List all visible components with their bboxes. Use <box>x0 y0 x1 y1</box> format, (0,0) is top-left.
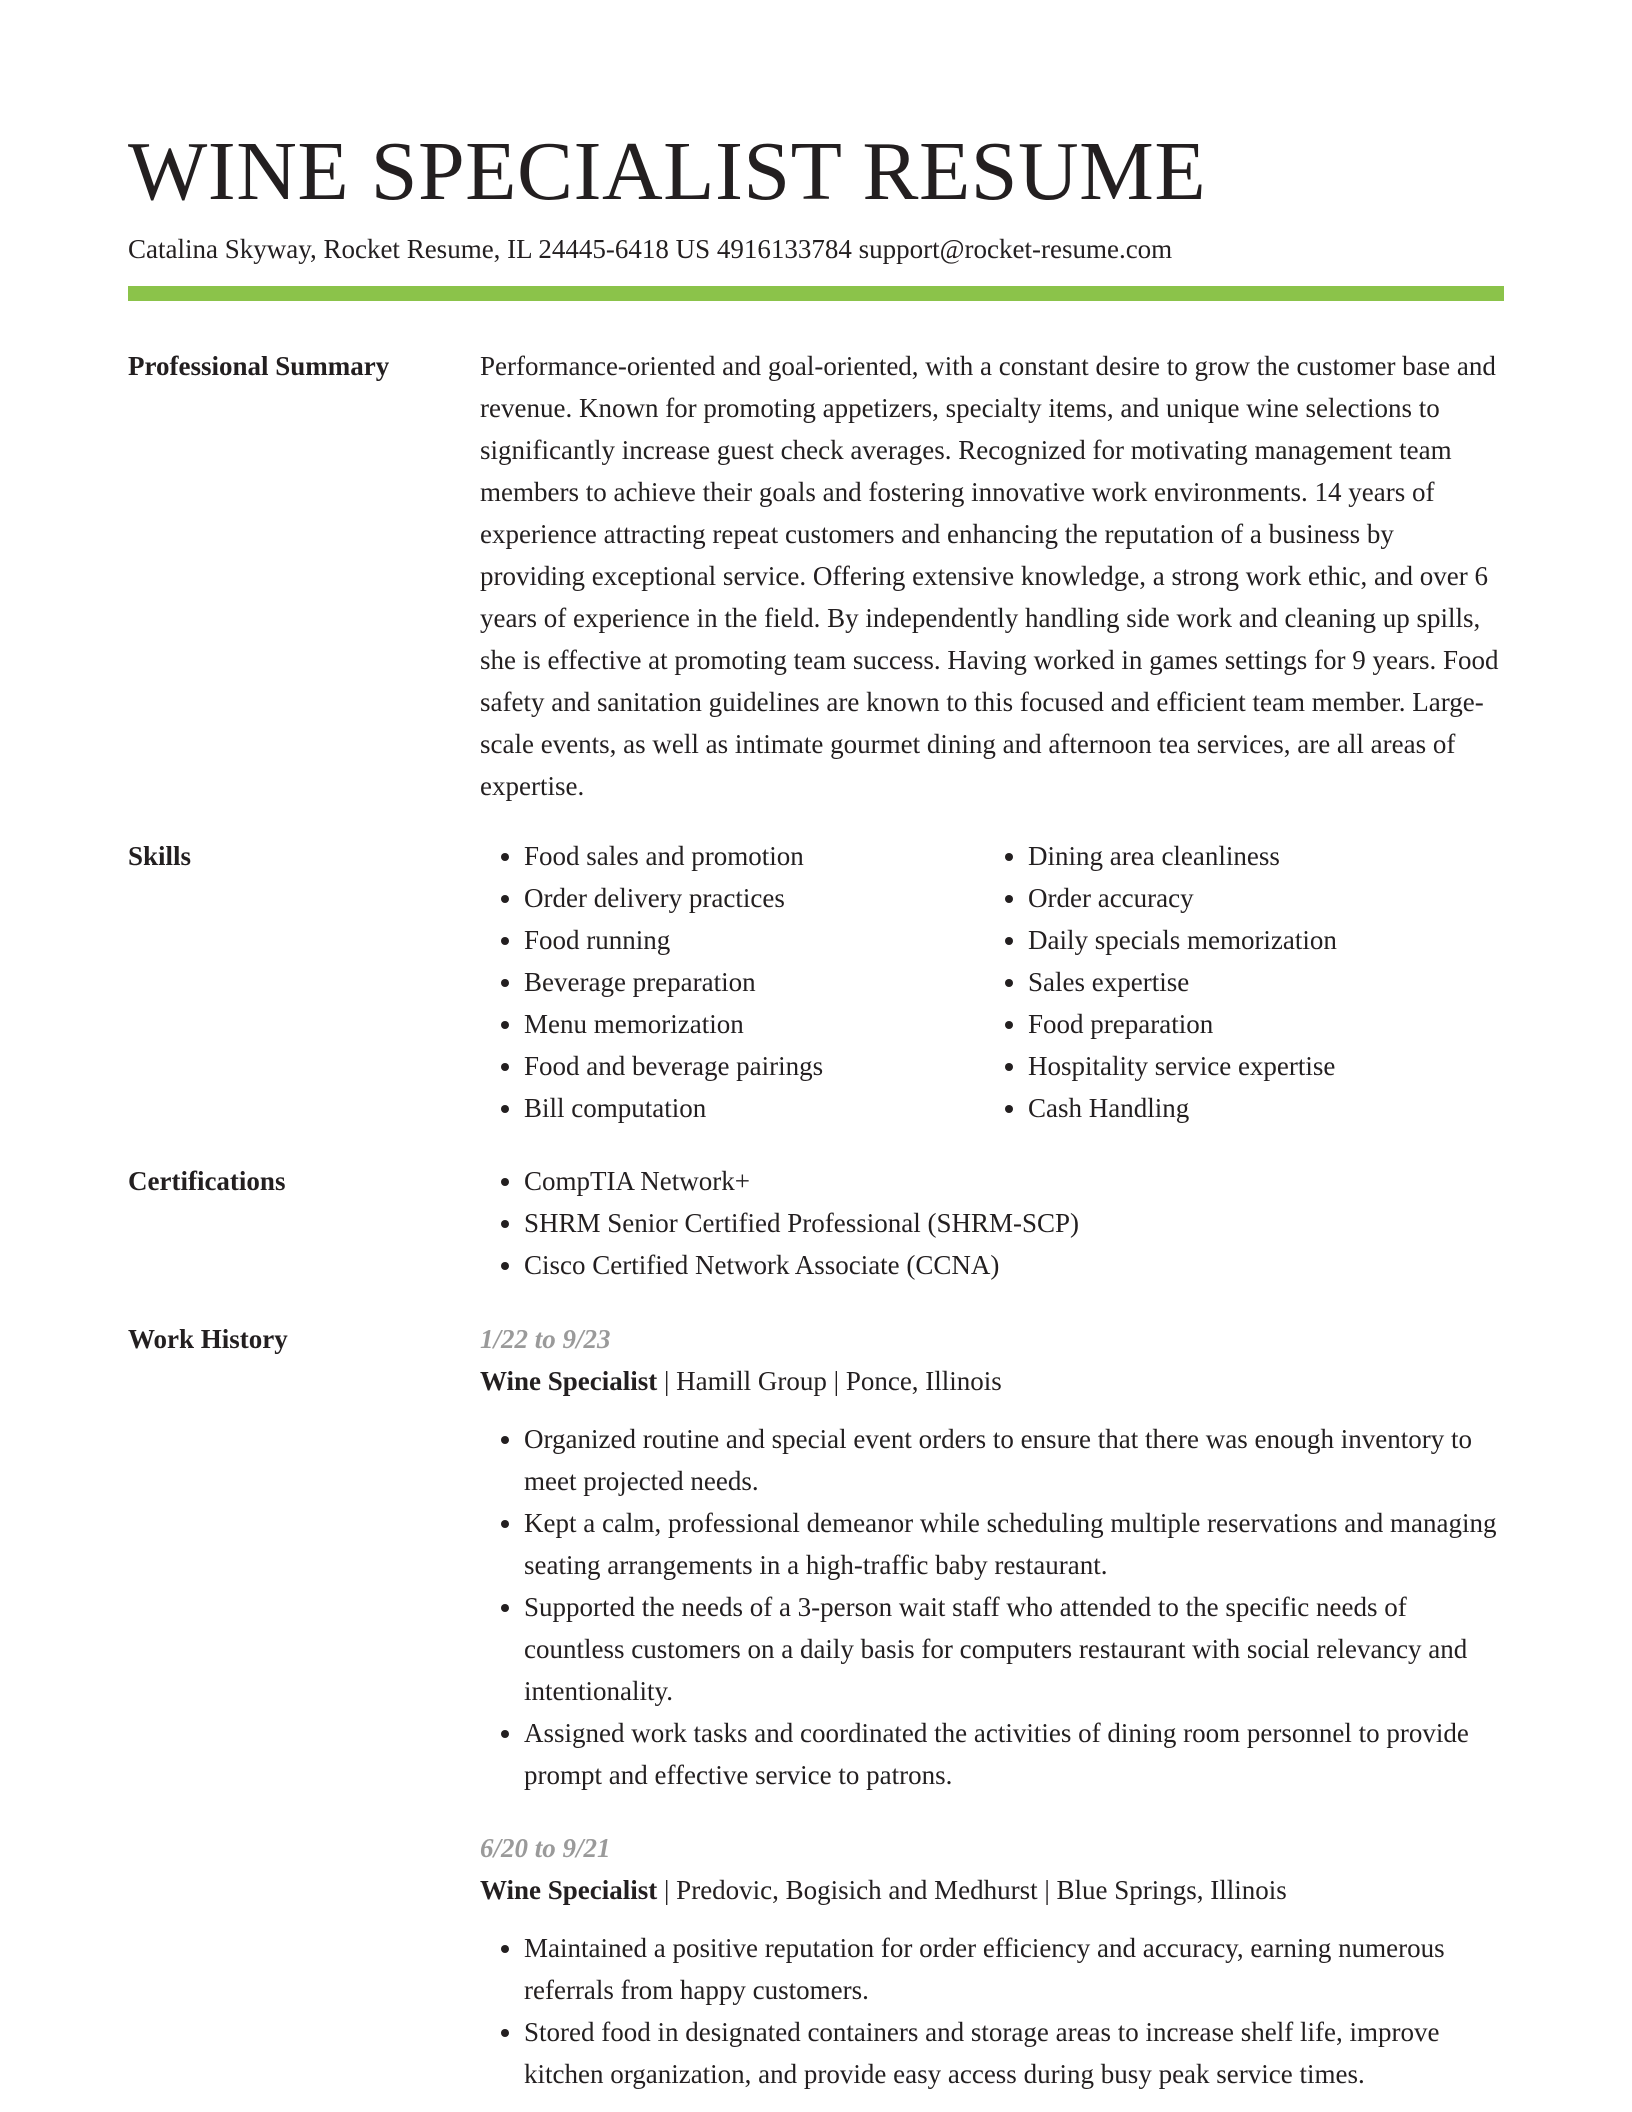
job-employer-location: | Hamill Group | Ponce, Illinois <box>657 1366 1002 1396</box>
summary-label: Professional Summary <box>128 351 390 381</box>
job-date: 1/22 to 9/23 <box>480 1324 611 1354</box>
job-title: Wine Specialist <box>480 1875 658 1905</box>
skills-label: Skills <box>128 841 192 871</box>
skill-item: • Food running <box>524 919 984 961</box>
work-history-label: Work History <box>128 1324 288 1354</box>
skills-list-right <box>984 835 1488 1129</box>
header-divider <box>128 286 1504 301</box>
job-bullet: • Supported the needs of a 3-person wait staff who attended to the specific needs of countless customers on a daily basis for computers restaurant with social relevancy and intentionality. <box>524 1586 1504 1712</box>
job-bullet: • Assigned work tasks and coordinated the activities of dining room personnel to provide prompt and effective service to patrons. <box>524 1712 1504 1796</box>
skill-item: • Hospitality service expertise <box>1028 1045 1488 1087</box>
summary-body <box>480 345 1504 807</box>
certifications-list <box>480 1160 1504 1286</box>
skill-item: • Daily specials memorization <box>1028 919 1488 961</box>
job-bullet: • Organized routine and special event orders to ensure that there was enough inventory to meet projected needs. <box>524 1418 1504 1502</box>
job-entry <box>480 1318 1504 1796</box>
certifications-label: Certifications <box>128 1166 286 1196</box>
resume-title: WINE SPECIALIST RESUME <box>128 125 1207 218</box>
certification-item: • SHRM Senior Certified Professional (SHRM-SCP) <box>524 1202 1504 1244</box>
skills-column-left <box>480 835 984 1129</box>
skill-item: • Order accuracy <box>1028 877 1488 919</box>
skills-body <box>480 835 1504 1129</box>
certification-item: • Cisco Certified Network Associate (CCNA) <box>524 1244 1504 1286</box>
job-heading <box>480 1360 1504 1402</box>
certification-item: • CompTIA Network+ <box>524 1160 1504 1202</box>
skill-item: • Beverage preparation <box>524 961 984 1003</box>
job-entry <box>480 1827 1504 2095</box>
skill-item: • Sales expertise <box>1028 961 1488 1003</box>
job-bullet: • Stored food in designated containers and storage areas to increase shelf life, improve kitchen organization, and provide easy access during busy peak service times. <box>524 2011 1504 2095</box>
job-employer-location: | Predovic, Bogisich and Medhurst | Blue Springs, Illinois <box>657 1875 1287 1905</box>
skill-item: • Food preparation <box>1028 1003 1488 1045</box>
job-date: 6/20 to 9/21 <box>480 1833 611 1863</box>
summary-text: Performance-oriented and goal-oriented, with a constant desire to grow the customer base and revenue. Known for promoting appetizers, specialty items, and unique wine selections to significantly increase guest check averages. Recognized for motivating management team members to achieve their goals and fostering innovative work environments. 14 years of experience attracting repeat customers and enhancing the reputation of a business by providing exceptional service. Offering extensive knowledge, a strong work ethic, and over 6 years of experience in the field. By independently handling side work and cleaning up spills, she is effective at promoting team success. Having worked in games settings for 9 years. Food safety and sanitation guidelines are known to this focused and efficient team member. Large-scale events, as well as intimate gourmet dining and afternoon tea services, are all areas of expertise. <box>480 351 1499 801</box>
job-title: Wine Specialist <box>480 1366 658 1396</box>
contact-info: Catalina Skyway, Rocket Resume, IL 24445-6418 US 4916133784 support@rocket-resume.com <box>128 234 1173 264</box>
job-bullets <box>480 1418 1504 1796</box>
skill-item: • Cash Handling <box>1028 1087 1488 1129</box>
skill-item: • Food sales and promotion <box>524 835 984 877</box>
certifications-body <box>480 1160 1504 1286</box>
skill-item: • Menu memorization <box>524 1003 984 1045</box>
skills-list-left <box>480 835 984 1129</box>
skill-item: • Food and beverage pairings <box>524 1045 984 1087</box>
job-bullet: • Kept a calm, professional demeanor while scheduling multiple reservations and managing seating arrangements in a high-traffic baby restaurant. <box>524 1502 1504 1586</box>
job-bullet: • Maintained a positive reputation for order efficiency and accuracy, earning numerous referrals from happy customers. <box>524 1927 1504 2011</box>
skills-grid <box>480 835 1504 1129</box>
skills-column-right <box>984 835 1488 1129</box>
job-heading <box>480 1869 1504 1911</box>
skill-item: • Order delivery practices <box>524 877 984 919</box>
skill-item: • Bill computation <box>524 1087 984 1129</box>
job-bullets <box>480 1927 1504 2095</box>
skill-item: • Dining area cleanliness <box>1028 835 1488 877</box>
